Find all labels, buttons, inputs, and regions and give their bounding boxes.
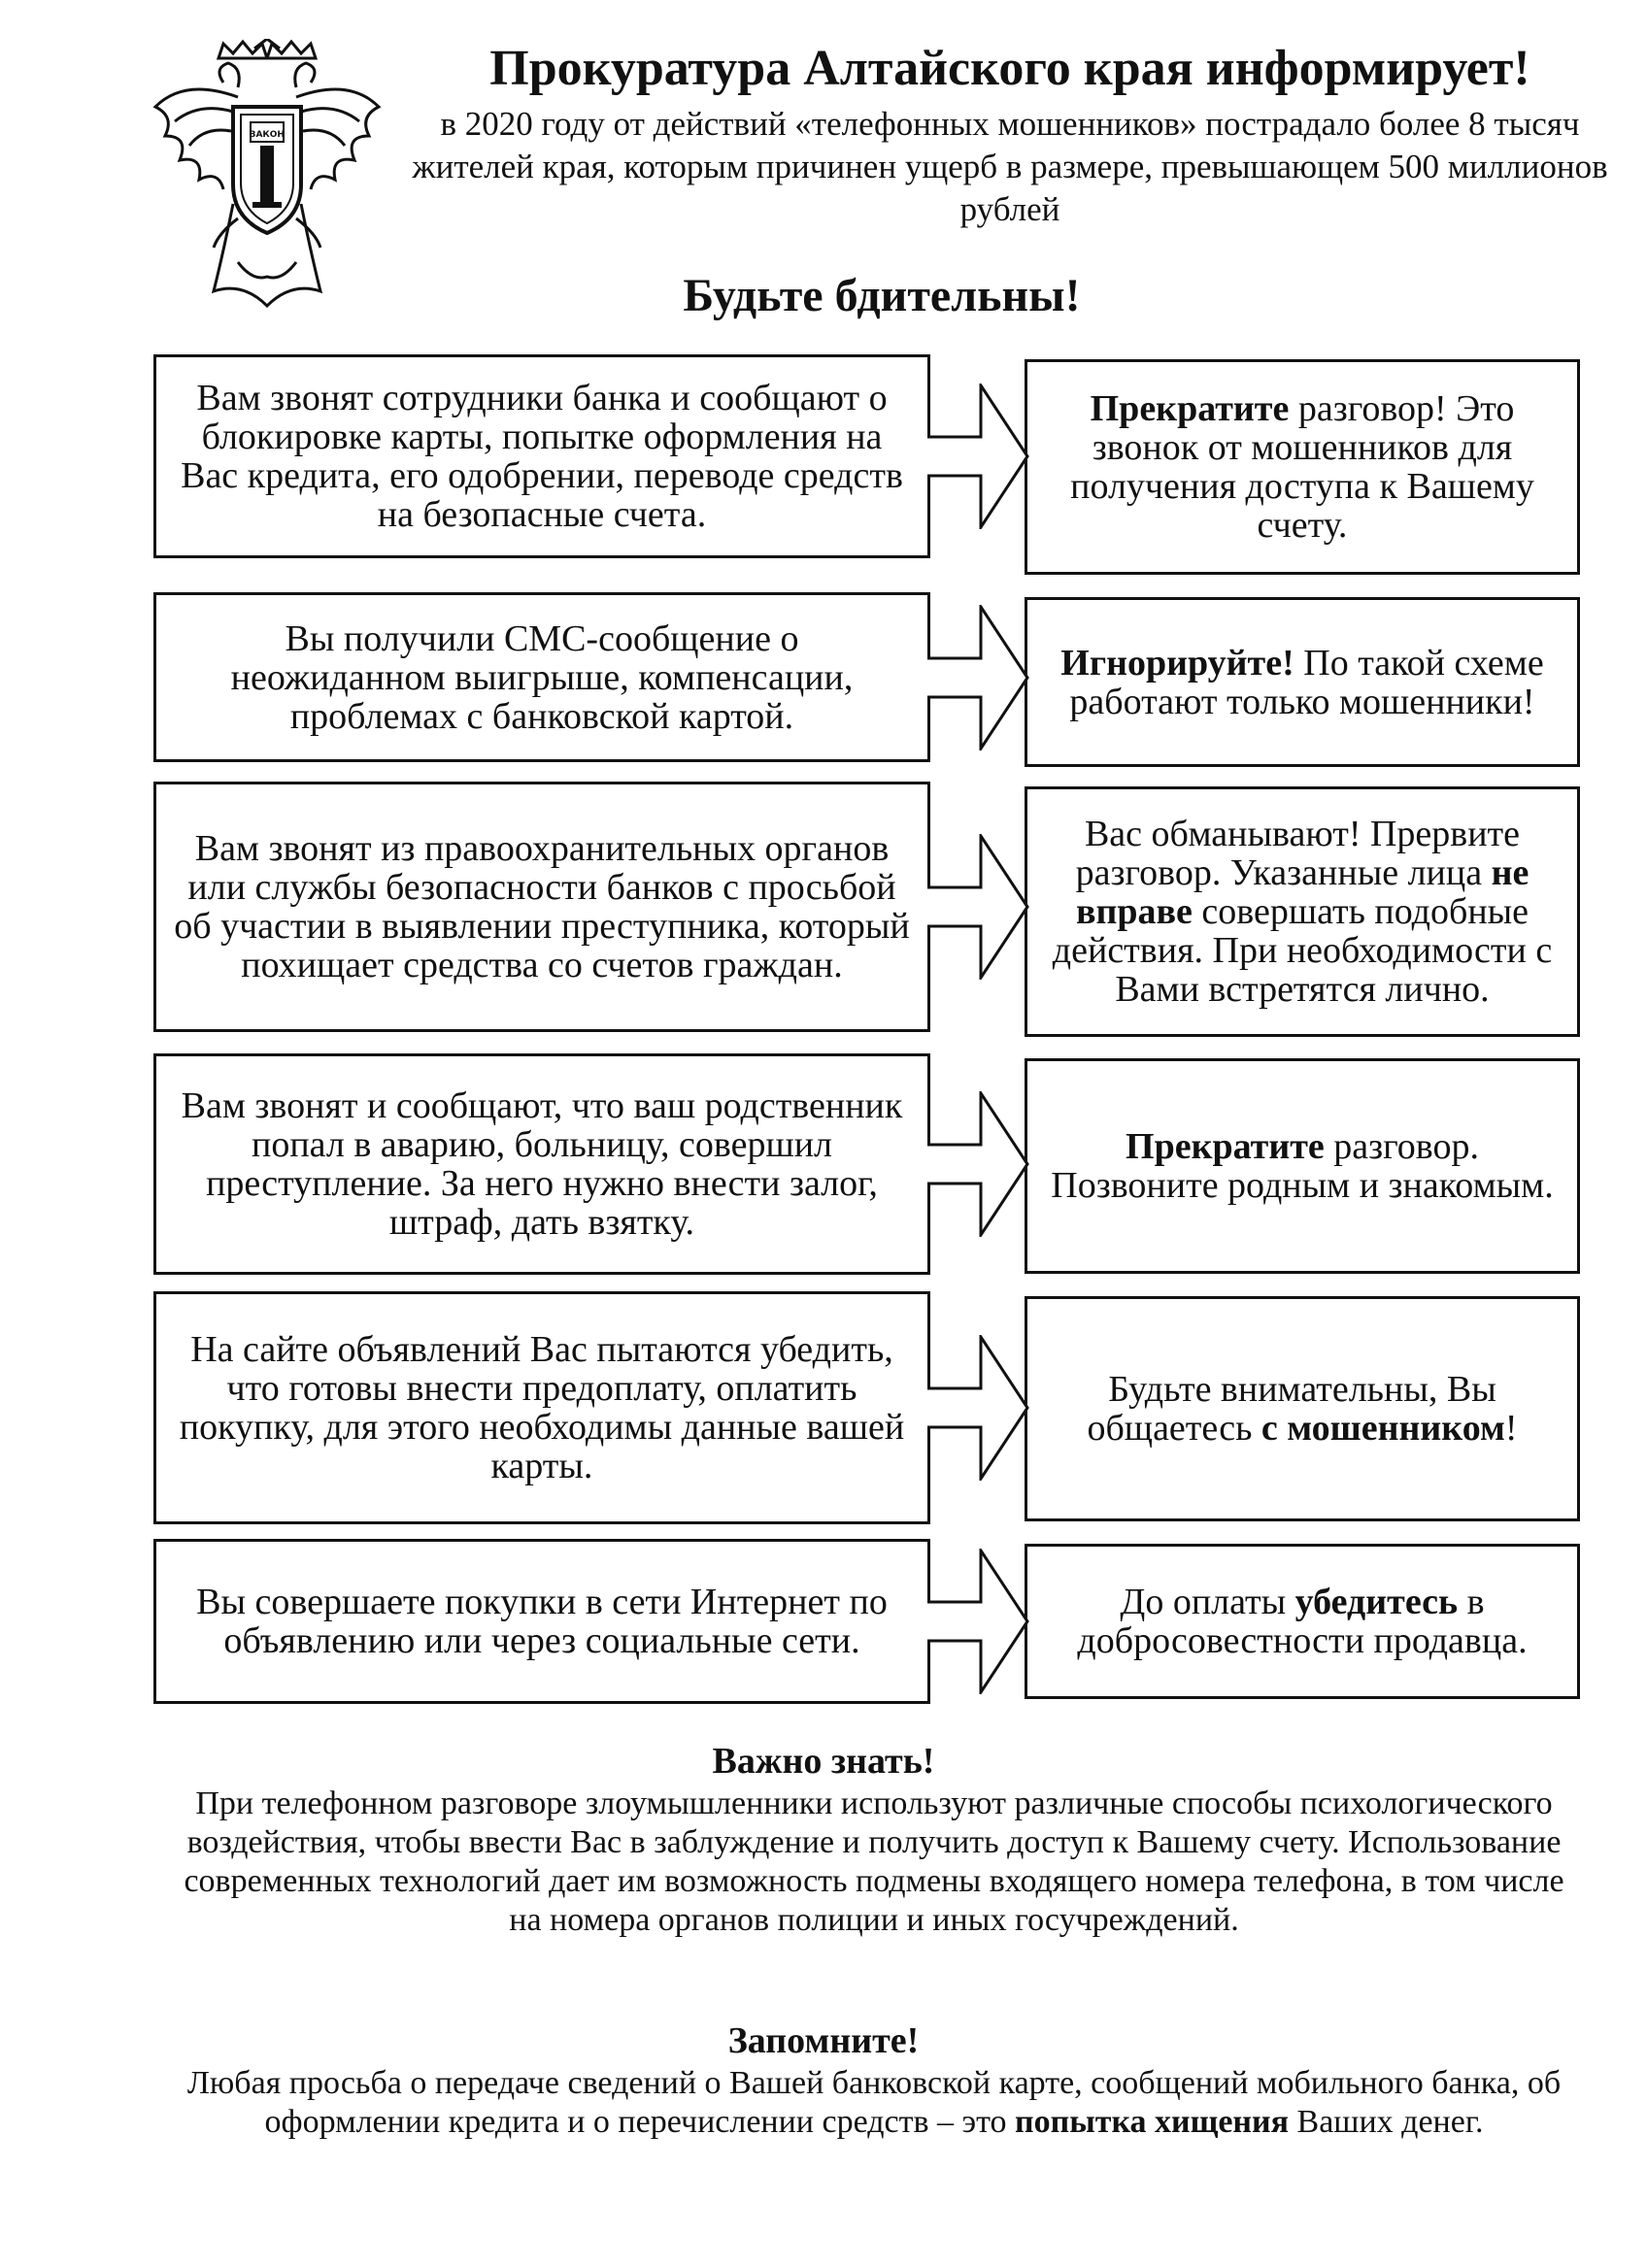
advice-emphasis: Игнорируйте! [1060, 642, 1294, 684]
situation-text: Вам звонят сотрудники банка и сообщают о блокировке карты, попытке оформления на Вас кредита, его одобрении, переводе средств на безопасные счета. [181, 378, 903, 535]
remember-heading: Запомните! [727, 2020, 920, 2061]
advice-box [1025, 359, 1580, 575]
situation-text: Вам звонят и сообщают, что ваш родственник попал в аварию, больницу, совершил преступление. За него нужно внести залог, штраф, дать взятку. [181, 1085, 903, 1243]
advice-box [1025, 1544, 1580, 1699]
advice-segment: совершать подобные действия. При необходимости с Вами встретятся лично. [1052, 891, 1553, 1010]
important-text: При телефонном разговоре злоумышленники используют различные способы психологического воздействия, чтобы ввести Вас в заблуждение и получить доступ к Вашему счету. Использование современных технологий дает им возможность подмены входящего номера телефона, в том числе на номера органов полиции и иных госучреждений. [184, 1785, 1564, 1938]
situation-text: Вы совершаете покупки в сети Интернет по объявлению или через социальные сети. [196, 1582, 888, 1661]
advice-segment: По такой схеме работают только мошенники! [1069, 642, 1544, 722]
remember-segment: Ваших денег. [1289, 2104, 1484, 2140]
remember-emphasis: попытка хищения [1015, 2104, 1290, 2140]
page-subtitle: в 2020 году от действий «телефонных мошенников» пострадало более 8 тысяч жителей края, которым причинен ущерб в размере, превышающем 500 миллионов рублей [412, 105, 1608, 228]
header [408, 39, 1612, 231]
advice-box [1025, 786, 1580, 1037]
advice-segment: в добросовестности продавца. [1077, 1582, 1528, 1661]
advice-segment: До оплаты [1120, 1582, 1295, 1622]
situation-text: Вы получили СМС-сообщение о неожиданном выигрыше, компенсации, проблемах с банковской картой. [230, 617, 854, 737]
arrow-right-icon [927, 1091, 1029, 1237]
situation-box [153, 782, 930, 1032]
advice-emphasis: убедитесь [1294, 1582, 1459, 1622]
situation-text: На сайте объявлений Вас пытаются убедить, что готовы внести предоплату, оплатить покупку, для этого необходимы данные вашей карты. [179, 1329, 905, 1486]
arrow-right-icon [927, 384, 1029, 529]
arrow-right-icon [927, 834, 1029, 980]
advice-emphasis: не вправе [1075, 852, 1529, 932]
arrow-right-icon [927, 1335, 1029, 1481]
vigilant-heading: Будьте бдительны! [683, 270, 1081, 321]
remember-segment: Любая просьба о передаче сведений о Вашей банковской карте, сообщений мобильного банка, об оформлении кредита и о перечислении средств – это [186, 2065, 1562, 2140]
advice-text [1045, 1370, 1560, 1448]
situation-box [153, 1053, 930, 1275]
advice-emphasis: с мошенником [1260, 1408, 1505, 1449]
important-heading: Важно знать! [712, 1741, 935, 1782]
advice-segment: разговор! Это звонок от мошенников для получения доступа к Вашему счету. [1070, 388, 1534, 546]
advice-segment: Будьте внимательны, Вы общаетесь [1087, 1369, 1496, 1449]
advice-text [1045, 389, 1560, 545]
advice-box [1025, 1296, 1580, 1521]
advice-segment: Вас обманывают! Прервите разговор. Указанные лица [1075, 814, 1521, 893]
advice-text [1045, 1583, 1560, 1660]
advice-emphasis: Прекратите [1090, 388, 1290, 429]
situation-box [153, 1291, 930, 1524]
situation-box [153, 1539, 930, 1704]
advice-segment: разговор. Позвоните родным и знакомым. [1051, 1126, 1554, 1206]
situation-text: Вам звонят из правоохранительных органов или службы безопасности банков с просьбой об участии в выявлении преступника, который похищает средства со счетов граждан. [174, 828, 910, 985]
advice-text [1045, 644, 1560, 721]
situation-box [153, 354, 930, 558]
page-title: Прокуратура Алтайского края информирует! [489, 41, 1530, 96]
advice-box [1025, 597, 1580, 767]
arrow-right-icon [927, 605, 1029, 750]
advice-text [1045, 815, 1560, 1009]
emblem-shield-text: ЗАКОН [250, 130, 285, 140]
advice-segment: ! [1504, 1408, 1518, 1449]
remember-text [175, 2064, 1573, 2142]
advice-box [1025, 1058, 1580, 1274]
situation-box [153, 592, 930, 762]
arrow-right-icon [927, 1549, 1029, 1694]
advice-text [1045, 1127, 1560, 1205]
advice-emphasis: Прекратите [1126, 1126, 1325, 1167]
